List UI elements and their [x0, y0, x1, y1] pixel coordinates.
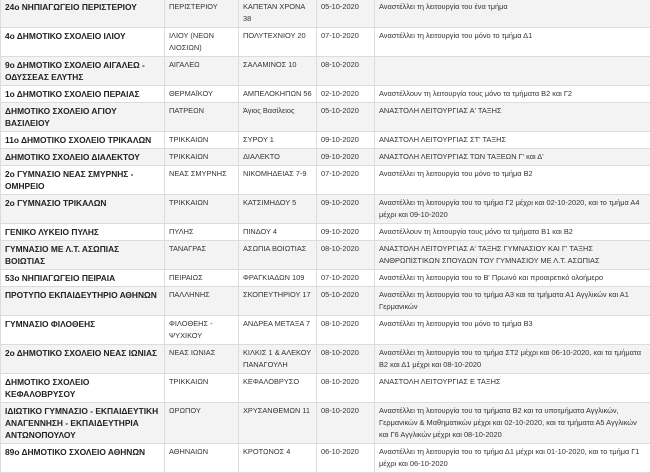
municipality-cell: ΤΡΙΚΚΑΙΩΝ [165, 132, 239, 149]
date-cell: 05-10-2020 [317, 0, 375, 28]
status-cell: ΑΝΑΣΤΟΛΗ ΛΕΙΤΟΥΡΓΙΑΣ Α' ΤΑΞΗΣ [375, 103, 650, 132]
status-cell: Αναστέλλει τη λειτουργία του μόνο το τμήμα Β2 [375, 166, 650, 195]
school-name-cell: 53ο ΝΗΠΙΑΓΩΓΕΙΟ ΠΕΙΡΑΙΑ [1, 270, 165, 287]
municipality-cell: ΦΙΛΟΘΕΗΣ - ΨΥΧΙΚΟΥ [165, 316, 239, 345]
address-cell: ΦΡΑΓΚΙΑΔΩΝ 109 [239, 270, 317, 287]
municipality-cell: ΤΡΙΚΚΑΙΩΝ [165, 195, 239, 224]
table-row [1, 166, 650, 195]
date-cell: 07-10-2020 [317, 28, 375, 57]
status-cell: Αναστέλλει τη λειτουργία του τα τμήματα Β2 και τα υποτμήματα Αγγλικών, Γερμανικών & Μαθηματικών μέχρι και 02-10-2020, και τα τμήματα Α5 Αγγλικών και Γ6 Αγγλικών μέχρι και 08-10-2020 [375, 403, 650, 444]
date-cell: 05-10-2020 [317, 287, 375, 316]
school-name-cell: ΓΥΜΝΑΣΙΟ ΜΕ Λ.Τ. ΑΣΩΠΙΑΣ ΒΟΙΩΤΙΑΣ [1, 241, 165, 270]
date-cell: 08-10-2020 [317, 374, 375, 403]
date-cell: 08-10-2020 [317, 345, 375, 374]
status-cell: Αναστέλλει τη λειτουργία του μόνο το τμήμα Δ1 [375, 28, 650, 57]
municipality-cell: ΠΑΤΡΕΩΝ [165, 103, 239, 132]
address-cell: ΔΙΑΛΕΚΤΟ [239, 149, 317, 166]
status-cell: Αναστέλλει τη λειτουργία του το τμήμα ΣΤ2 μέχρι και 06-10-2020, και τα τμήματα Β2 και Δ1 μέχρι και 08-10-2020 [375, 345, 650, 374]
municipality-cell: ΤΡΙΚΚΑΙΩΝ [165, 374, 239, 403]
table-row [1, 149, 650, 166]
municipality-cell: ΤΑΝΑΓΡΑΣ [165, 241, 239, 270]
table-row [1, 241, 650, 270]
address-cell: ΠΙΝΔΟΥ 4 [239, 224, 317, 241]
table-row [1, 403, 650, 444]
municipality-cell: ΠΥΛΗΣ [165, 224, 239, 241]
date-cell: 05-10-2020 [317, 103, 375, 132]
school-name-cell: 9ο ΔΗΜΟΤΙΚΟ ΣΧΟΛΕΙΟ ΑΙΓΑΛΕΩ - ΟΔΥΣΣΕΑΣ ΕΛΥΤΗΣ [1, 57, 165, 86]
address-cell: ΧΡΥΣΑΝΘΕΜΩΝ 11 [239, 403, 317, 444]
school-name-cell: 2ο ΓΥΜΝΑΣΙΟ ΝΕΑΣ ΣΜΥΡΝΗΣ - ΟΜΗΡΕΙΟ [1, 166, 165, 195]
status-cell [375, 57, 650, 86]
school-name-cell: 4ο ΔΗΜΟΤΙΚΟ ΣΧΟΛΕΙΟ ΙΛΙΟΥ [1, 28, 165, 57]
municipality-cell: ΝΕΑΣ ΣΜΥΡΝΗΣ [165, 166, 239, 195]
municipality-cell: ΑΘΗΝΑΙΩΝ [165, 444, 239, 473]
date-cell: 06-10-2020 [317, 444, 375, 473]
date-cell: 08-10-2020 [317, 241, 375, 270]
status-cell: ΑΝΑΣΤΟΛΗ ΛΕΙΤΟΥΡΓΙΑΣ Α' ΤΑΞΗΣ ΓΥΜΝΑΣΙΟΥ ΚΑΙ Γ' ΤΑΞΗΣ ΑΝΘΡΩΠΙΣΤΙΚΩΝ ΣΠΟΥΔΩΝ ΤΟΥ ΓΥΜΝΑΣΙΟΥ ΜΕ Λ.Τ. ΑΣΩΠΙΑΣ [375, 241, 650, 270]
school-name-cell: ΠΡΟΤΥΠΟ ΕΚΠΑΙΔΕΥΤΗΡΙΟ ΑΘΗΝΩΝ [1, 287, 165, 316]
address-cell: ΠΟΛΥΤΕΧΝΙΟΥ 20 [239, 28, 317, 57]
date-cell: 07-10-2020 [317, 270, 375, 287]
table-row [1, 345, 650, 374]
status-cell: ΑΝΑΣΤΟΛΗ ΛΕΙΤΟΥΡΓΙΑΣ Ε ΤΑΞΗΣ [375, 374, 650, 403]
date-cell: 09-10-2020 [317, 195, 375, 224]
municipality-cell: ΘΕΡΜΑΪΚΟΥ [165, 86, 239, 103]
date-cell: 08-10-2020 [317, 403, 375, 444]
school-name-cell: 2ο ΓΥΜΝΑΣΙΟ ΤΡΙΚΑΛΩΝ [1, 195, 165, 224]
municipality-cell: ΠΕΡΙΣΤΕΡΙΟΥ [165, 0, 239, 28]
municipality-cell: ΠΑΛΛΗΝΗΣ [165, 287, 239, 316]
status-cell: Αναστέλλει τη λειτουργία του το τμήμα Δ1 μέχρι και 01-10-2020, και το τμήμα Γ1 μέχρι και 06-10-2020 [375, 444, 650, 473]
address-cell: ΚΡΟΤΩΝΟΣ 4 [239, 444, 317, 473]
status-cell: Αναστέλλει τη λειτουργία του το τμήμα Α3 και τα τμήματα Α1 Αγγλικών και Α1 Γερμανικών [375, 287, 650, 316]
school-name-cell: 24ο ΝΗΠΙΑΓΩΓΕΙΟ ΠΕΡΙΣΤΕΡΙΟΥ [1, 0, 165, 28]
address-cell: ΚΑΤΣΙΜΗΔΟΥ 5 [239, 195, 317, 224]
address-cell: ΚΕΦΑΛΟΒΡΥΣΟ [239, 374, 317, 403]
status-cell: Αναστέλλει τη λειτουργία του μόνο το τμήμα Β3 [375, 316, 650, 345]
address-cell: ΑΝΔΡΕΑ ΜΕΤΑΞΑ 7 [239, 316, 317, 345]
table-row [1, 287, 650, 316]
table-row [1, 0, 650, 28]
address-cell: ΣΥΡΟΥ 1 [239, 132, 317, 149]
table-row [1, 86, 650, 103]
school-name-cell: ΙΔΙΩΤΙΚΟ ΓΥΜΝΑΣΙΟ - ΕΚΠΑΙΔΕΥΤΙΚΗ ΑΝΑΓΕΝΝΗΣΗ - ΕΚΠΑΙΔΕΥΤΗΡΙΑ ΑΝΤΩΝΟΠΟΥΛΟΥ [1, 403, 165, 444]
school-name-cell: 1ο ΔΗΜΟΤΙΚΟ ΣΧΟΛΕΙΟ ΠΕΡΑΙΑΣ [1, 86, 165, 103]
address-cell: ΣΚΟΠΕΥΤΗΡΙΟΥ 17 [239, 287, 317, 316]
date-cell: 09-10-2020 [317, 149, 375, 166]
table-row [1, 444, 650, 473]
table-row [1, 224, 650, 241]
status-cell: Αναστέλλει τη λειτουργία του το τμήμα Γ2 μέχρι και 02-10-2020, και το τμήμα Α4 μέχρι και 09-10-2020 [375, 195, 650, 224]
address-cell: Άγιος Βασίλειος [239, 103, 317, 132]
address-cell: ΑΜΠΕΛΟΚΗΠΩΝ 56 [239, 86, 317, 103]
school-name-cell: ΔΗΜΟΤΙΚΟ ΣΧΟΛΕΙΟ ΔΙΑΛΕΚΤΟΥ [1, 149, 165, 166]
status-cell: Αναστέλλει τη λειτουργία του ένα τμήμα [375, 0, 650, 28]
school-name-cell: 11ο ΔΗΜΟΤΙΚΟ ΣΧΟΛΕΙΟ ΤΡΙΚΑΛΩΝ [1, 132, 165, 149]
municipality-cell: ΝΕΑΣ ΙΩΝΙΑΣ [165, 345, 239, 374]
table-row [1, 132, 650, 149]
school-name-cell: ΓΥΜΝΑΣΙΟ ΦΙΛΟΘΕΗΣ [1, 316, 165, 345]
date-cell: 02-10-2020 [317, 86, 375, 103]
school-name-cell: ΔΗΜΟΤΙΚΟ ΣΧΟΛΕΙΟ ΑΓΙΟΥ ΒΑΣΙΛΕΙΟΥ [1, 103, 165, 132]
date-cell: 09-10-2020 [317, 224, 375, 241]
address-cell: ΑΣΩΠΙΑ ΒΟΙΩΤΙΑΣ [239, 241, 317, 270]
school-name-cell: 2ο ΔΗΜΟΤΙΚΟ ΣΧΟΛΕΙΟ ΝΕΑΣ ΙΩΝΙΑΣ [1, 345, 165, 374]
status-cell: Αναστέλλουν τη λειτουργία τους μόνο τα τμήματα Β2 και Γ2 [375, 86, 650, 103]
municipality-cell: ΙΛΙΟΥ (ΝΕΩΝ ΛΙΟΣΙΩΝ) [165, 28, 239, 57]
table-row [1, 316, 650, 345]
date-cell: 08-10-2020 [317, 57, 375, 86]
address-cell: ΝΙΚΟΜΗΔΕΙΑΣ 7-9 [239, 166, 317, 195]
address-cell: ΚΑΠΕΤΑΝ ΧΡΟΝΑ 38 [239, 0, 317, 28]
address-cell: ΚΙΛΚΙΣ 1 & ΑΛΕΚΟΥ ΠΑΝΑΓΟΥΛΗ [239, 345, 317, 374]
table-row [1, 270, 650, 287]
table-row [1, 57, 650, 86]
municipality-cell: ΠΕΙΡΑΙΩΣ [165, 270, 239, 287]
school-name-cell: ΓΕΝΙΚΟ ΛΥΚΕΙΟ ΠΥΛΗΣ [1, 224, 165, 241]
table-row [1, 374, 650, 403]
municipality-cell: ΩΡΩΠΟΥ [165, 403, 239, 444]
date-cell: 07-10-2020 [317, 166, 375, 195]
date-cell: 09-10-2020 [317, 132, 375, 149]
school-name-cell: 89ο ΔΗΜΟΤΙΚΟ ΣΧΟΛΕΙΟ ΑΘΗΝΩΝ [1, 444, 165, 473]
table-row [1, 28, 650, 57]
table-row [1, 103, 650, 132]
address-cell: ΣΑΛΑΜΙΝΟΣ 10 [239, 57, 317, 86]
date-cell: 08-10-2020 [317, 316, 375, 345]
table-row [1, 195, 650, 224]
municipality-cell: ΤΡΙΚΚΑΙΩΝ [165, 149, 239, 166]
status-cell: Αναστέλλουν τη λειτουργία τους μόνο τα τμήματα Β1 και Β2 [375, 224, 650, 241]
status-cell: ΑΝΑΣΤΟΛΗ ΛΕΙΤΟΥΡΓΙΑΣ ΤΩΝ ΤΑΞΕΩΝ Γ' και Δ' [375, 149, 650, 166]
school-name-cell: ΔΗΜΟΤΙΚΟ ΣΧΟΛΕΙΟ ΚΕΦΑΛΟΒΡΥΣΟΥ [1, 374, 165, 403]
municipality-cell: ΑΙΓΑΛΕΩ [165, 57, 239, 86]
status-cell: Αναστέλλει τη λειτουργία του το Β' Πρωινό και προαιρετικό ολοήμερο [375, 270, 650, 287]
status-cell: ΑΝΑΣΤΟΛΗ ΛΕΙΤΟΥΡΓΙΑΣ ΣΤ' ΤΑΞΗΣ [375, 132, 650, 149]
